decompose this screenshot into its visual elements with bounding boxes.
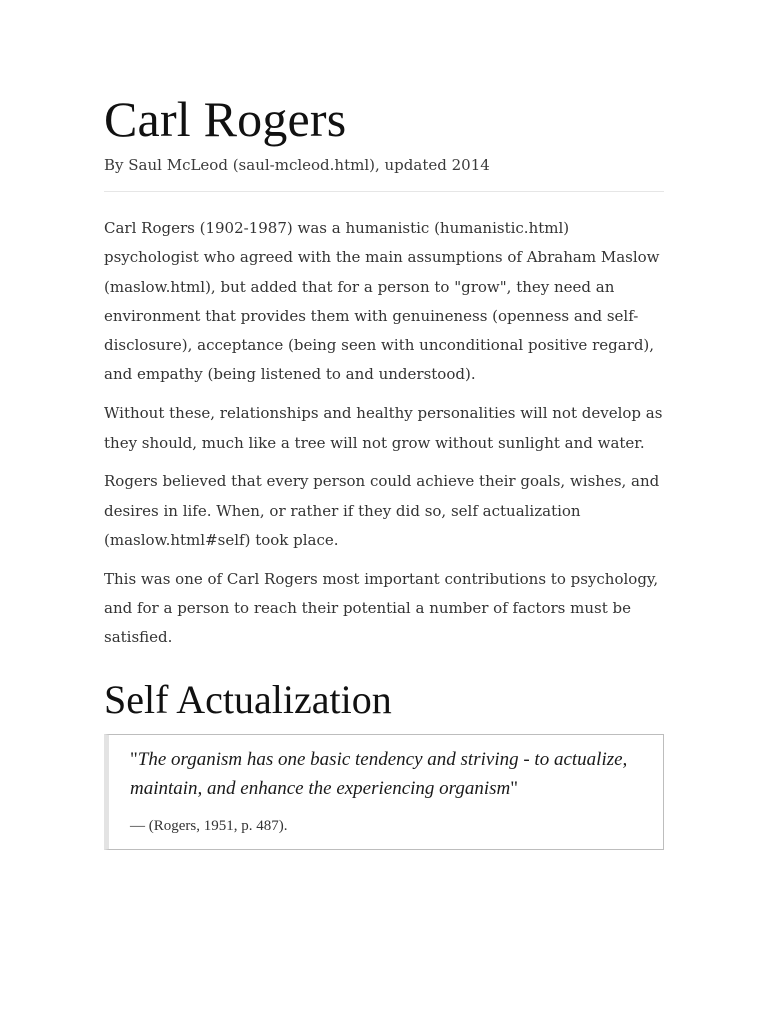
paragraph-contributions: This was one of Carl Rogers most important contributions to psychology, and for a person to reach their potential a number of factors must be satisfied. [104, 569, 659, 647]
section-heading: Self Actualization [104, 676, 392, 722]
article-body [104, 214, 664, 653]
quote-body: The organism has one basic tendency and striving - to actualize, maintain, and enhance the experiencing organism [130, 748, 628, 799]
byline: By Saul McLeod (saul-mcleod.html), updated 2014 [104, 154, 664, 192]
article [104, 88, 664, 850]
page-title: Carl Rogers [104, 91, 347, 147]
quote-close-mark: " [510, 777, 519, 799]
blockquote [104, 734, 664, 850]
quote-citation: — (Rogers, 1951, p. 487). [130, 817, 288, 834]
paragraph-goals: Rogers believed that every person could achieve their goals, wishes, and desires in life. When, or rather if they did so, self actualization (maslow.html#self) took place. [104, 472, 660, 549]
quote-text [130, 745, 643, 803]
paragraph-relationships: Without these, relationships and healthy personalities will not develop as they should, much like a tree will not grow without sunlight and water. [104, 404, 663, 452]
paragraph-intro: Carl Rogers (1902-1987) was a humanistic (humanistic.html) psychologist who agreed with the main assumptions of Abraham Maslow (maslow.html), but added that for a person to "grow", they need an environment that provides them with genuineness (openness and self-disclosure), acceptance (being seen with unconditional positive regard), and empathy (being listened to and understood). [104, 219, 660, 384]
quote-open-mark: " [130, 748, 138, 770]
